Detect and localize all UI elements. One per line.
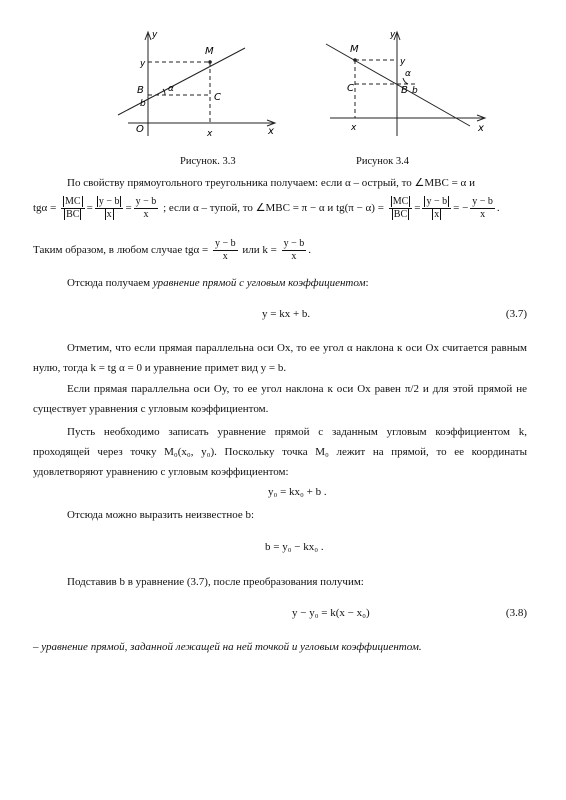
y-axis-label: y [152,30,158,40]
point-m-label: M [350,44,359,55]
paragraph-slope-equation: Отсюда получаем уравнение прямой с угловым коэффициентом: [67,277,369,289]
paragraph-point-slope: Пусть необходимо записать уравнение прямой с заданным угловым коэффициентом k, проходящей через точку M₀(x₀, y₀). Поскольку точка M₀ лежит на прямой, то ее координаты удовлетворяют уравнению с угловым коэффициентом: [33,426,527,478]
paragraph-express-b: Отсюда можно выразить неизвестное b: [67,509,255,521]
equation-3-8-number: (3.8) [505,607,527,619]
figure-3-3 [110,28,285,140]
figure-3-4 [320,28,500,140]
figure-3-3-caption: Рисунок. 3.3 [180,156,236,167]
figure-3-4-caption: Рисунок 3.4 [356,156,409,167]
alpha-label: α [168,84,174,94]
x-axis-label: x [478,123,484,134]
y-tick-label: y [400,57,406,67]
paragraph-any-case: Таким образом, в любом случае tgα = $\frac{y - b}{x}$ или k = $\frac{y - b}{x}$ . [33,238,311,262]
fraction-mc-bc: $\frac{MC}{BC}$ [61,196,85,221]
paragraph-definition: – уравнение прямой, заданной лежащей на ней точкой и угловым коэффициентом. [33,641,422,653]
x-tick-label: x [351,123,357,133]
tg-alpha-lhs: tgα = [33,202,57,215]
paragraph-parallel-ox: Отметим, что если прямая параллельна оси Ox, то ее угол α наклона к оси Ox считается равным нулю, тогда k = tg α = 0 и уравнение примет вид y = b. [33,342,527,374]
paragraph-parallel-oy: Если прямая параллельна оси Oy, то ее угол наклона к оси Ox равен π/2 и для этой прямой не существует уравнения с угловым коэффициентом. [33,383,527,415]
point-c-label: C [347,83,354,94]
point-c-label: C [214,92,221,103]
point-b-label: B [401,85,408,96]
x-axis-label: x [268,126,274,137]
b-label: b [140,99,146,109]
obtuse-angle-text: ; если α – тупой, то ∠MBC = π − α и tg(π − α) = [163,202,384,215]
fraction-mc-bc-2: $\frac{MC}{BC}$ [389,196,413,221]
x-tick-label: x [207,129,213,139]
fraction-tg: $\frac{y - b}{x}$ [214,238,236,262]
minus-sign: = − [453,202,469,215]
formula-tangent-line: tgα = $\frac{MC}{BC}$ = $\frac{y - b}{x}$ = $\frac{y - b}{x}$ ; если α – тупой, то ∠MBC = π − α и tg(π − α) = $\frac{MC}{BC}$ = $\frac{y - b}{x}$ = − $\frac{y - b}{x}$ . [33,196,500,220]
equation-3-8: y − y₀ = k(x − x₀) [292,607,370,619]
fraction-negative: $\frac{y - b}{x}$ [472,196,493,220]
y-axis-label: y [390,30,396,40]
equation-3-7: y = kx + b. [262,308,311,320]
paragraph-substitute: Подставив b в уравнение (3.7), после преобразования получим: [67,576,364,588]
equation-3-7-number: (3.7) [505,308,527,320]
y-tick-label: y [140,59,146,69]
b-label: b [412,86,418,96]
alpha-label: α [405,69,411,79]
fraction-abs: $\frac{y - b}{x}$ [95,196,124,221]
equation-y0: y₀ = kx₀ + b . [268,486,327,498]
fraction-plain: $\frac{y - b}{x}$ [135,196,157,220]
origin-label: O [136,124,144,135]
paragraph-acute-angle: По свойству прямоугольного треугольника получаем: если α – острый, то ∠MBC = α и [67,177,475,189]
point-m-label: M [205,46,214,57]
fraction-k: $\frac{y - b}{x}$ [283,238,305,262]
equation-b: b = y₀ − kx₀ . [265,541,324,553]
point-b-label: B [137,85,144,96]
fraction-abs-2: $\frac{y - b}{x}$ [422,196,451,221]
